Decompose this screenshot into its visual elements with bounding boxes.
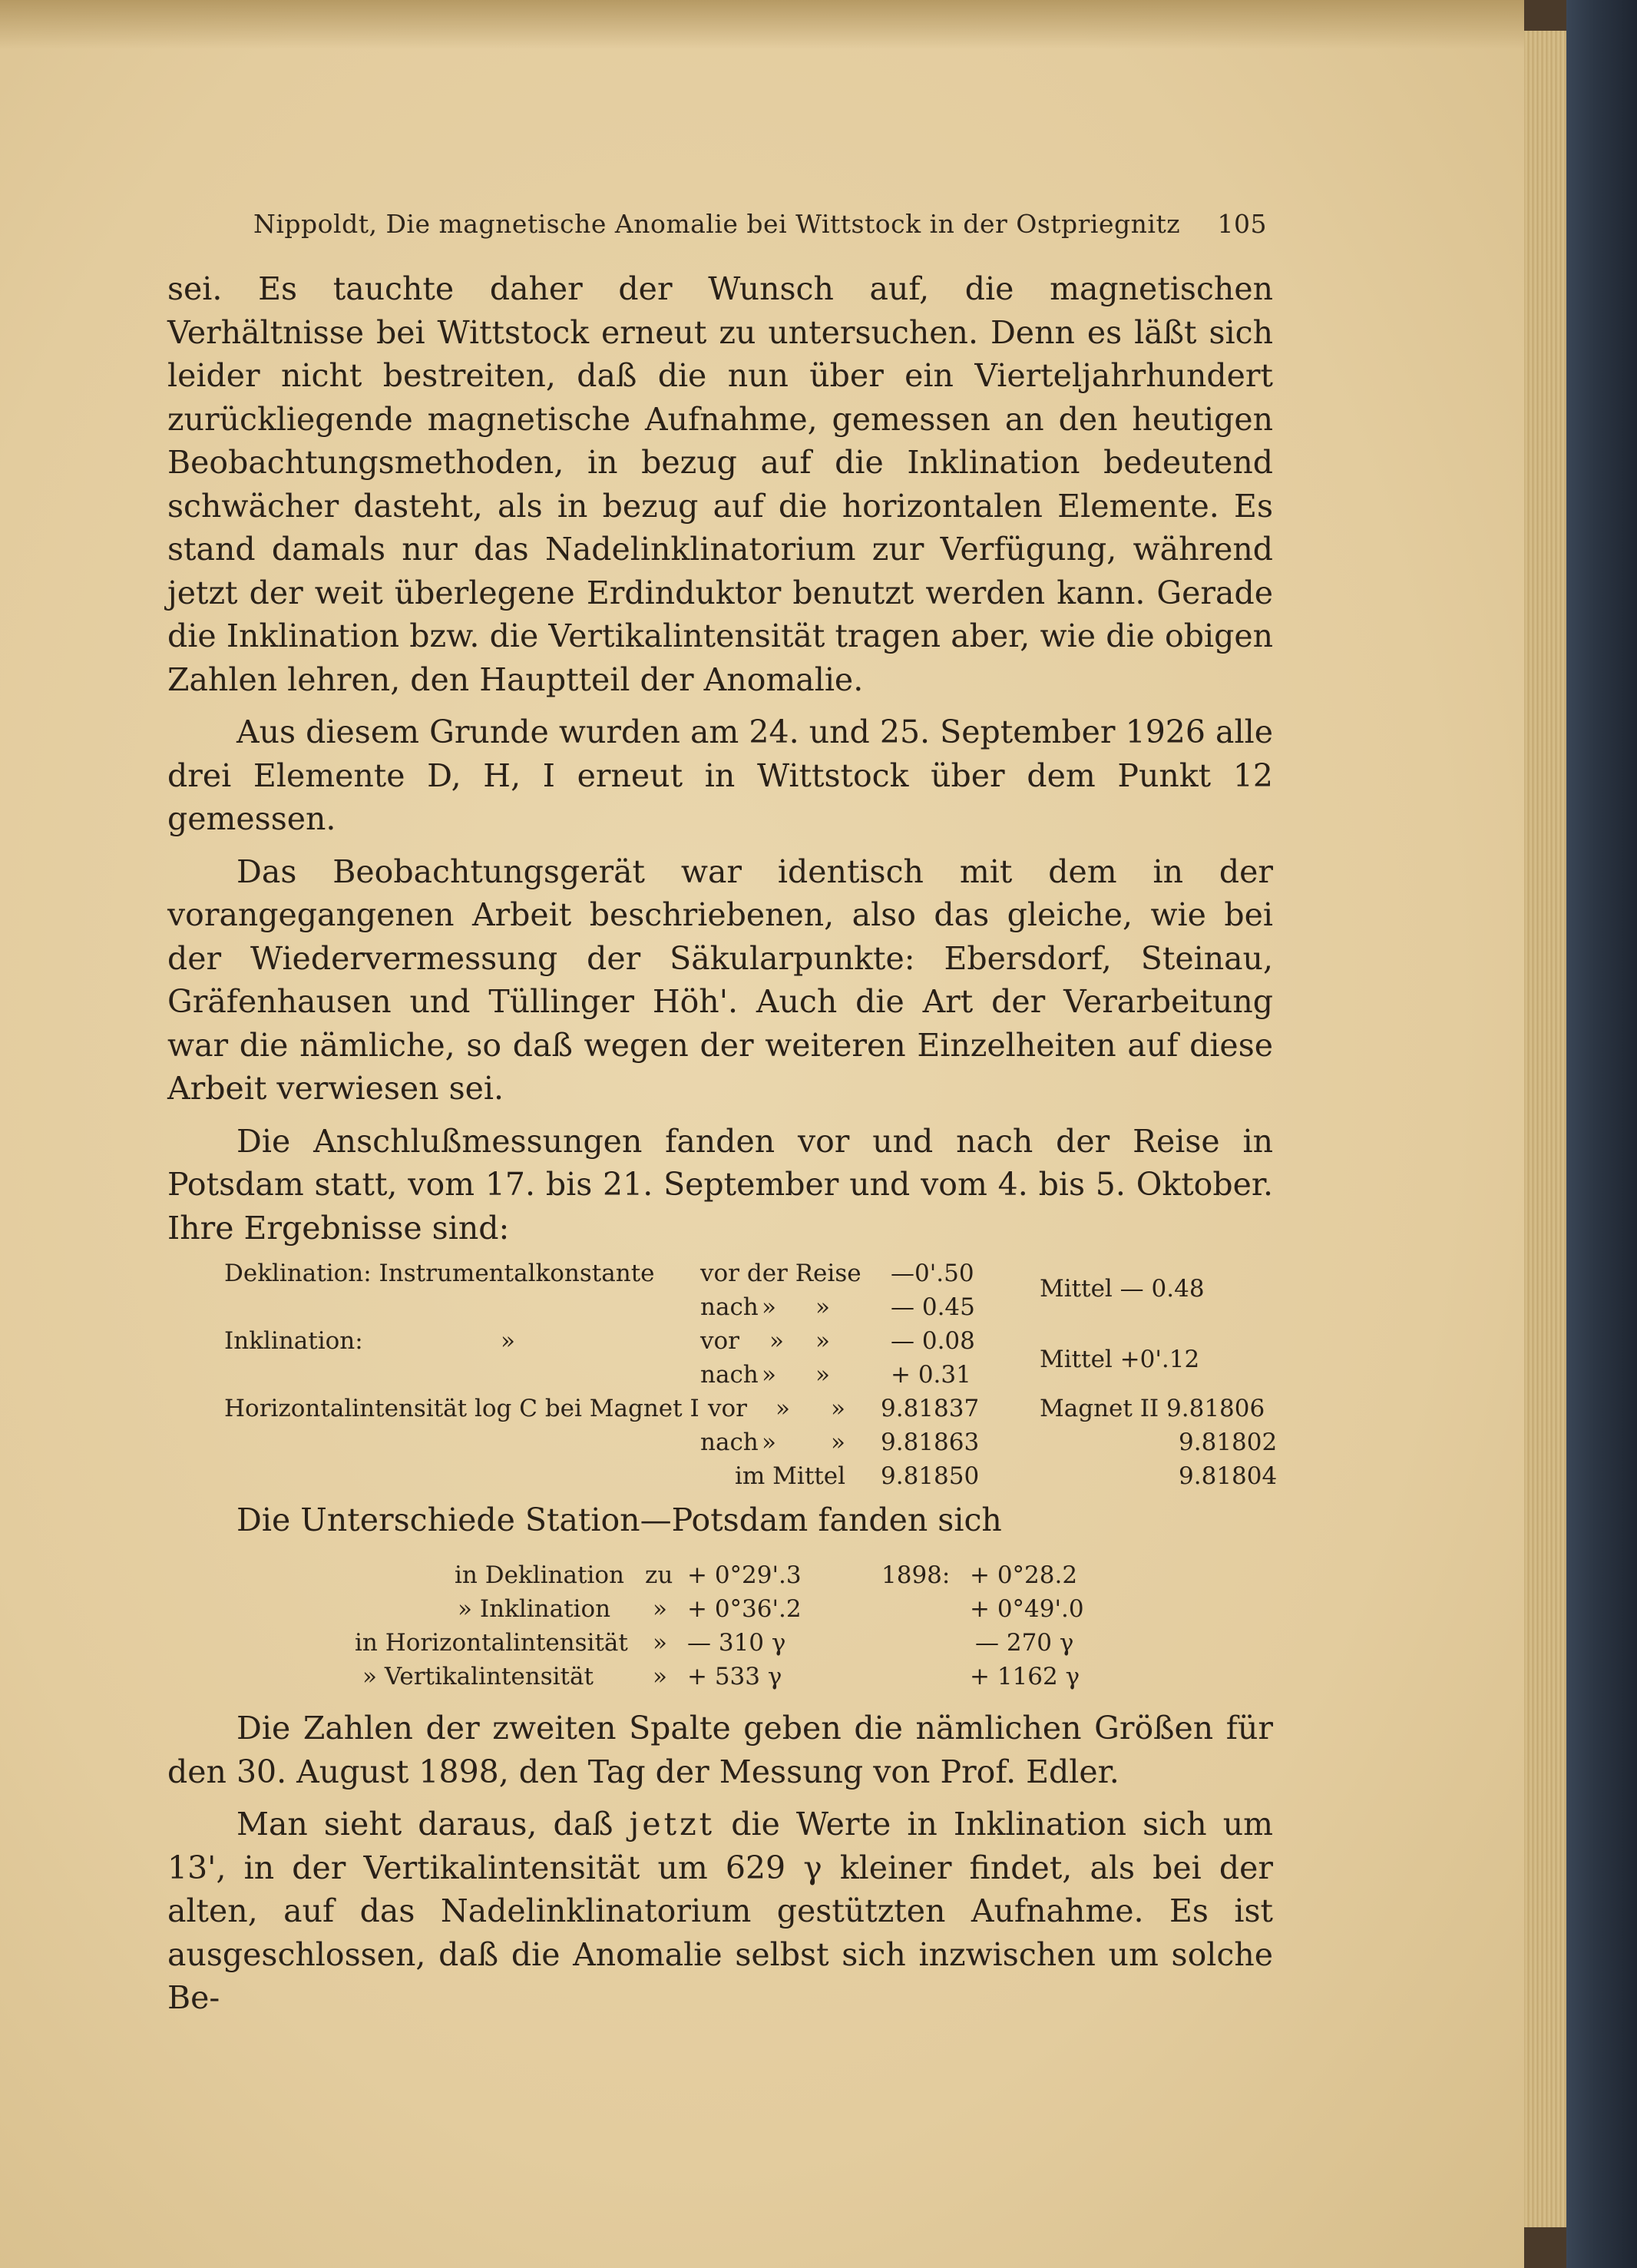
page-top-shadow [0, 0, 1524, 49]
row2-value: — 0.45 [891, 1293, 975, 1321]
row7-right: 9.81804 [1179, 1462, 1278, 1490]
diff-deklination-old: + 0°28.2 [970, 1561, 1078, 1589]
diff-vertikal-zu: » [653, 1663, 667, 1690]
diff-inklination-value: + 0°36'.2 [687, 1595, 802, 1623]
diff-horizontal-zu: » [653, 1629, 667, 1657]
row2-when-a: nach [700, 1293, 759, 1321]
mittel-inklination: Mittel +0'.12 [1040, 1346, 1200, 1373]
row6-when-b: » [762, 1429, 776, 1456]
row5-when-b: » [776, 1395, 790, 1422]
diff-vertikal-old: + 1162 γ [970, 1663, 1080, 1690]
paragraph-2: Aus diesem Grunde wurden am 24. und 25. September 1926 alle drei Elemente D, H, I erneut in Wittstock über dem Punkt 12 gemessen. [167, 714, 1273, 837]
diff-deklination-label: in Deklination [455, 1561, 624, 1589]
paragraph-6-jetzt: jetzt [629, 1806, 716, 1843]
row-inklination-label: Inklination: [224, 1327, 363, 1355]
row3-when-c: » [815, 1327, 830, 1355]
row6-right: 9.81802 [1179, 1429, 1278, 1456]
page-number: 105 [1217, 209, 1267, 239]
diff-vertikal-label: » Vertikalintensität [362, 1663, 594, 1690]
row3-when-b: » [769, 1327, 784, 1355]
row2-when-c: » [815, 1293, 830, 1321]
paragraph-5: Die Zahlen der zweiten Spalte geben die nämlichen Größen für den 30. August 1898, den Tag der Messung von Prof. Edler. [167, 1710, 1273, 1790]
paragraph-1: sei. Es tauchte daher der Wunsch auf, die magnetischen Verhältnisse bei Wittstock erneut zu untersuchen. Denn es läßt sich leider nicht bestreiten, daß die nun über ein Vierteljahrhundert zurückliegende magnetische Aufnahme, gemessen an den heutigen Beobachtungsmethoden, in bezug auf die Inklination bedeutend schwächer dasteht, als in bezug auf die horizontalen Elemente. Es stand damals nur das Nadelinklinatorium zur Verfügung, während jetzt der weit überlegene Erdinduktor benutzt werden kann. Gerade die Inklination bzw. die Vertikalintensität tragen aber, wie die obigen Zahlen lehren, den Hauptteil der Anomalie. [167, 270, 1273, 698]
row-deklination-when: vor der Reise [700, 1260, 861, 1287]
differences-intro: Die Unterschiede Station—Potsdam fanden sich [236, 1502, 1002, 1538]
row-deklination-label: Deklination: Instrumentalkonstante [224, 1260, 655, 1287]
paragraph-4: Die Anschlußmessungen fanden vor und nach der Reise in Potsdam statt, vom 17. bis 21. September und vom 4. bis 5. Oktober. Ihre Ergebnisse sind: [167, 1122, 1273, 1247]
diff-vertikal-value: + 533 γ [687, 1663, 782, 1690]
body-text-lower [167, 1707, 1273, 2020]
row6-when-a: nach [700, 1429, 759, 1456]
row4-when-a: nach [700, 1361, 759, 1389]
row5-when-a: vor [708, 1395, 747, 1422]
running-head-title: Nippoldt, Die magnetische Anomalie bei Wittstock in der Ostpriegnitz [253, 209, 1181, 239]
diff-horizontal-value: — 310 γ [687, 1629, 786, 1657]
row4-when-c: » [815, 1361, 830, 1389]
body-text [167, 267, 1273, 1250]
book-spine [1566, 0, 1637, 2268]
row5-magnet2: Magnet II 9.81806 [1040, 1395, 1265, 1422]
paragraph-6-rest: die Werte in Inklination sich um 13', in der Vertikalintensität um 629 γ kleiner findet, als bei der alten, auf das Nadelinklinatorium gestützten Aufnahme. Es ist ausgeschlossen, daß die Anomalie selbst sich inzwischen um solche Be- [167, 1806, 1273, 2016]
diff-horizontal-label: in Horizontalintensität [355, 1629, 628, 1657]
row5-value: 9.81837 [881, 1395, 980, 1422]
row5-when-c: » [831, 1395, 845, 1422]
diff-deklination-zu: zu [645, 1561, 673, 1589]
row-deklination-value: —0'.50 [891, 1260, 974, 1287]
row-inklination-ditto: » [501, 1327, 515, 1355]
paragraph-6-start: Man sieht daraus, daß [236, 1806, 630, 1843]
diff-horizontal-old: — 270 γ [975, 1629, 1074, 1657]
diff-inklination-old: + 0°49'.0 [970, 1595, 1084, 1623]
mittel-deklination: Mittel — 0.48 [1040, 1275, 1205, 1303]
row3-when-a: vor [700, 1327, 739, 1355]
row3-value: — 0.08 [891, 1327, 975, 1355]
row7-when: im Mittel [735, 1462, 845, 1490]
paragraph-3: Das Beobachtungsgerät war identisch mit dem in der vorangegangenen Arbeit beschriebenen, also das gleiche, wie bei der Wiedervermessung der Säkularpunkte: Ebersdorf, Steinau, Gräfenhausen und Tüllinger Höh'. Auch die Art der Verarbeitung war die nämliche, so daß wegen der weiteren Einzelheiten auf diese Arbeit verwiesen sei. [167, 853, 1273, 1107]
row7-value: 9.81850 [881, 1462, 980, 1490]
row6-value: 9.81863 [881, 1429, 980, 1456]
row6-when-c: » [831, 1429, 845, 1456]
diff-inklination-label: » Inklination [458, 1595, 611, 1623]
running-head [253, 209, 1267, 239]
diff-year-1898: 1898: [881, 1561, 951, 1589]
row-horizontal-label: Horizontalintensität log C bei Magnet I [224, 1395, 699, 1422]
row2-when-b: » [762, 1293, 776, 1321]
diff-inklination-zu: » [653, 1595, 667, 1623]
paragraph-6 [167, 1803, 1273, 2020]
row4-when-b: » [762, 1361, 776, 1389]
diff-deklination-value: + 0°29'.3 [687, 1561, 802, 1589]
row4-value: + 0.31 [891, 1361, 971, 1389]
